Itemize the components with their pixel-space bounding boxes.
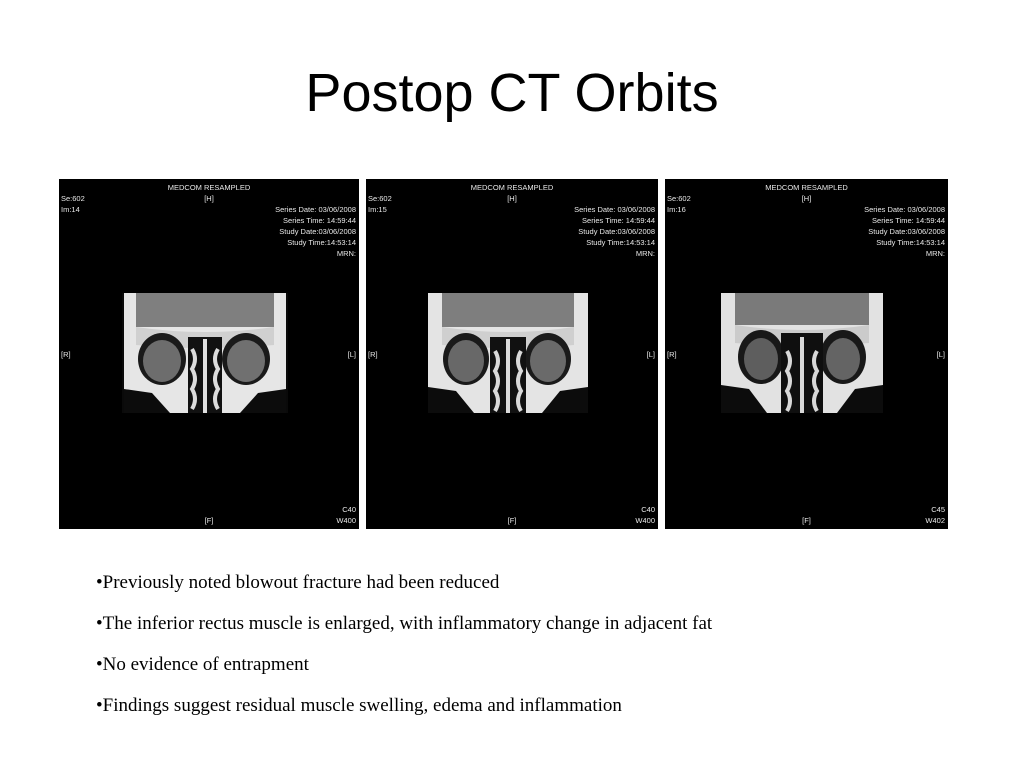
ct-scan-image: [721, 293, 883, 413]
study-time: Study Time:14:53:14: [876, 238, 945, 247]
top-marker: [H]: [204, 194, 214, 203]
bottom-marker: [F]: [204, 516, 214, 525]
series-number: Se:602: [61, 194, 85, 203]
window-level: [635, 504, 655, 526]
image-header: MEDCOM RESAMPLED: [470, 183, 554, 192]
ct-image-panel-2: [366, 179, 658, 529]
ct-image-panel-1: [59, 179, 359, 529]
top-marker: [H]: [507, 194, 517, 203]
window-width: W400: [635, 516, 655, 525]
series-time: Series Time: 14:59:44: [872, 216, 945, 225]
study-time: Study Time:14:53:14: [586, 238, 655, 247]
findings-list: [96, 572, 996, 736]
top-marker: [H]: [801, 194, 812, 203]
list-item: •Findings suggest residual muscle swelling, edema and inflammation: [96, 695, 622, 716]
series-time: Series Time: 14:59:44: [582, 216, 655, 225]
window-center: C40: [641, 505, 655, 514]
slide-title: Postop CT Orbits: [305, 63, 719, 123]
image-number: Im:16: [667, 205, 686, 214]
series-time: Series Time: 14:59:44: [283, 216, 356, 225]
bottom-marker: [F]: [802, 516, 811, 525]
window-width: W402: [925, 516, 945, 525]
series-info: [61, 193, 85, 215]
left-marker: [R]: [61, 350, 71, 359]
list-item: •No evidence of entrapment: [96, 654, 309, 675]
study-date: Study Date:03/06/2008: [578, 227, 655, 236]
ct-scan-image: [428, 293, 588, 413]
window-level: [925, 504, 945, 526]
mrn: MRN:: [336, 249, 356, 258]
right-marker: [L]: [347, 350, 356, 359]
study-time: Study Time:14:53:14: [287, 238, 356, 247]
image-number: Im:15: [368, 205, 387, 214]
left-marker: [R]: [368, 350, 378, 359]
image-header: MEDCOM RESAMPLED: [765, 183, 848, 192]
list-item: •Previously noted blowout fracture had been reduced: [96, 572, 500, 593]
series-info: [667, 193, 691, 215]
list-item: •The inferior rectus muscle is enlarged, with inflammatory change in adjacent fat: [96, 613, 713, 634]
series-number: Se:602: [667, 194, 691, 203]
mrn: MRN:: [925, 249, 945, 258]
series-number: Se:602: [368, 194, 392, 203]
study-date: Study Date:03/06/2008: [868, 227, 945, 236]
image-header: MEDCOM RESAMPLED: [167, 183, 251, 192]
mrn: MRN:: [635, 249, 655, 258]
window-center: C40: [342, 505, 356, 514]
series-date: Series Date: 03/06/2008: [275, 205, 356, 214]
series-date: Series Date: 03/06/2008: [864, 205, 945, 214]
study-date: Study Date:03/06/2008: [279, 227, 356, 236]
right-marker: [L]: [936, 350, 945, 359]
left-marker: [R]: [667, 350, 677, 359]
window-level: [336, 504, 356, 526]
study-info: [275, 204, 356, 259]
series-info: [368, 193, 392, 215]
bottom-marker: [F]: [507, 516, 517, 525]
right-marker: [L]: [646, 350, 655, 359]
window-width: W400: [336, 516, 356, 525]
image-number: Im:14: [61, 205, 80, 214]
ct-image-panel-3: [665, 179, 948, 529]
window-center: C45: [931, 505, 945, 514]
ct-scan-image: [122, 293, 288, 413]
study-info: [574, 204, 655, 259]
series-date: Series Date: 03/06/2008: [574, 205, 655, 214]
study-info: [864, 204, 945, 259]
